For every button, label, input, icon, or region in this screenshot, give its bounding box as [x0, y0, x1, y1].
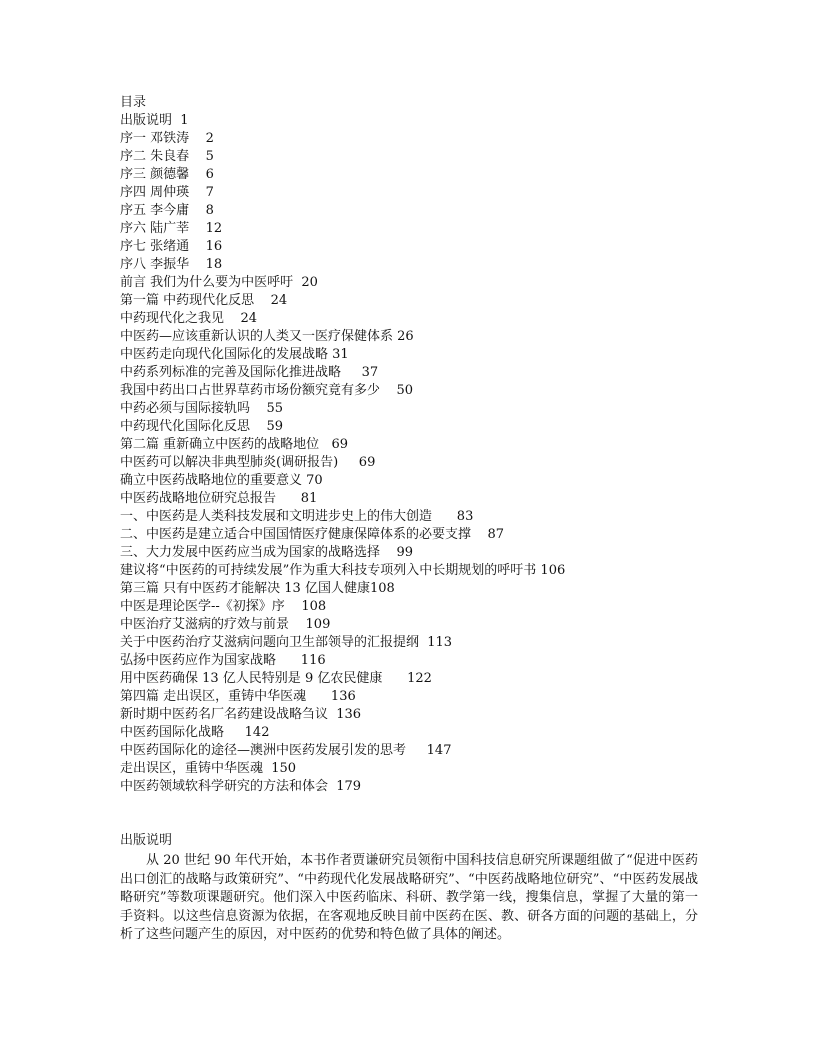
- toc-entry: 序一 邓铁涛 2: [120, 131, 214, 146]
- toc-entry: 我国中药出口占世界草药市场份额究竟有多少 50: [120, 383, 414, 398]
- toc-entry: 序四 周仲瑛 7: [120, 185, 214, 200]
- toc-entry: 中医药国际化战略 142: [120, 725, 270, 740]
- toc-entry: 走出误区，重铸中华医魂 150: [120, 761, 297, 776]
- toc-entry: 中药必须与国际接轨吗 55: [120, 401, 284, 416]
- toc-entry: 二、中医药是建立适合中国国情医疗健康保障体系的必要支撑 87: [120, 527, 505, 542]
- toc-entry: 中医药国际化的途径—澳洲中医药发展引发的思考 147: [120, 743, 452, 758]
- toc-entry: 关于中医药治疗艾滋病问题向卫生部领导的汇报提纲 113: [120, 635, 453, 650]
- toc-entry: 序八 李振华 18: [120, 257, 223, 272]
- toc-entry: 新时期中医药名厂名药建设战略刍议 136: [120, 707, 362, 722]
- toc-entry: 中药系列标准的完善及国际化推进战略 37: [120, 365, 379, 380]
- toc-entry: 一、中医药是人类科技发展和文明进步史上的伟大创造 83: [120, 509, 474, 524]
- toc-entry: 确立中医药战略地位的重要意义 70: [120, 473, 323, 488]
- toc-entry: 序五 李今庸 8: [120, 203, 214, 218]
- toc-entry: 第一篇 中药现代化反思 24: [120, 293, 288, 308]
- toc-entry: 前言 我们为什么要为中医呼吁 20: [120, 275, 318, 290]
- toc-entry: 中医药—应该重新认识的人类又一医疗保健体系 26: [120, 329, 414, 344]
- toc-entry: 中医药战略地位研究总报告 81: [120, 491, 318, 506]
- toc-entry: 中医药可以解决非典型肺炎(调研报告) 69: [120, 455, 376, 470]
- document-page: [120, 94, 700, 945]
- toc-entry: 中医药领域软科学研究的方法和体会 179: [120, 779, 362, 794]
- toc-entry: 中药现代化之我见 24: [120, 311, 258, 326]
- toc-entry: 中医是理论医学--《初探》序 108: [120, 599, 327, 614]
- preface-heading: 出版说明: [120, 833, 173, 848]
- toc-entry: 建议将“中医药的可持续发展”作为重大科技专项列入中长期规划的呼吁书 106: [120, 563, 566, 578]
- toc-entry: 第四篇 走出误区，重铸中华医魂 136: [120, 689, 356, 704]
- toc-entry: 序六 陆广莘 12: [120, 221, 223, 236]
- toc-entry: 序三 颜德馨 6: [120, 167, 214, 182]
- toc-entry: 序二 朱良春 5: [120, 149, 214, 164]
- toc-entry: 第三篇 只有中医药才能解决 13 亿国人健康108: [120, 581, 395, 596]
- toc-entry: 中医治疗艾滋病的疗效与前景 109: [120, 617, 331, 632]
- toc-entry: 中药现代化国际化反思 59: [120, 419, 284, 434]
- toc-entry: 出版说明 1: [120, 113, 189, 128]
- toc-entry: 三、大力发展中医药应当成为国家的战略选择 99: [120, 545, 414, 560]
- preface-paragraph: 从 20 世纪 90 年代开始，本书作者贾谦研究员领衔中国科技信息研究所课题组做了“促进中医药出口创汇的战略与政策研究”、“中药现代化发展战略研究”、“中医药战略地位研究”、“中医药发展战略研究”等数项课题研究。他们深入中医药临床、科研、教学第一线，搜集信息，掌握了大量的第一手资料。以这些信息资源为依据，在客观地反映目前中医药在医、教、研各方面的问题的基础上，分析了这些问题产生的原因，对中医药的优势和特色做了具体的阐述。: [120, 853, 698, 942]
- table-of-contents: [120, 112, 700, 796]
- toc-entry: 第二篇 重新确立中医药的战略地位 69: [120, 437, 349, 452]
- toc-heading: 目录: [120, 95, 147, 110]
- toc-entry: 序七 张绪通 16: [120, 239, 223, 254]
- toc-entry: 用中医药确保 13 亿人民特别是 9 亿农民健康 122: [120, 671, 432, 686]
- toc-entry: 中医药走向现代化国际化的发展战略 31: [120, 347, 349, 362]
- section-spacer: [120, 796, 700, 832]
- toc-entry: 弘扬中医药应作为国家战略 116: [120, 653, 326, 668]
